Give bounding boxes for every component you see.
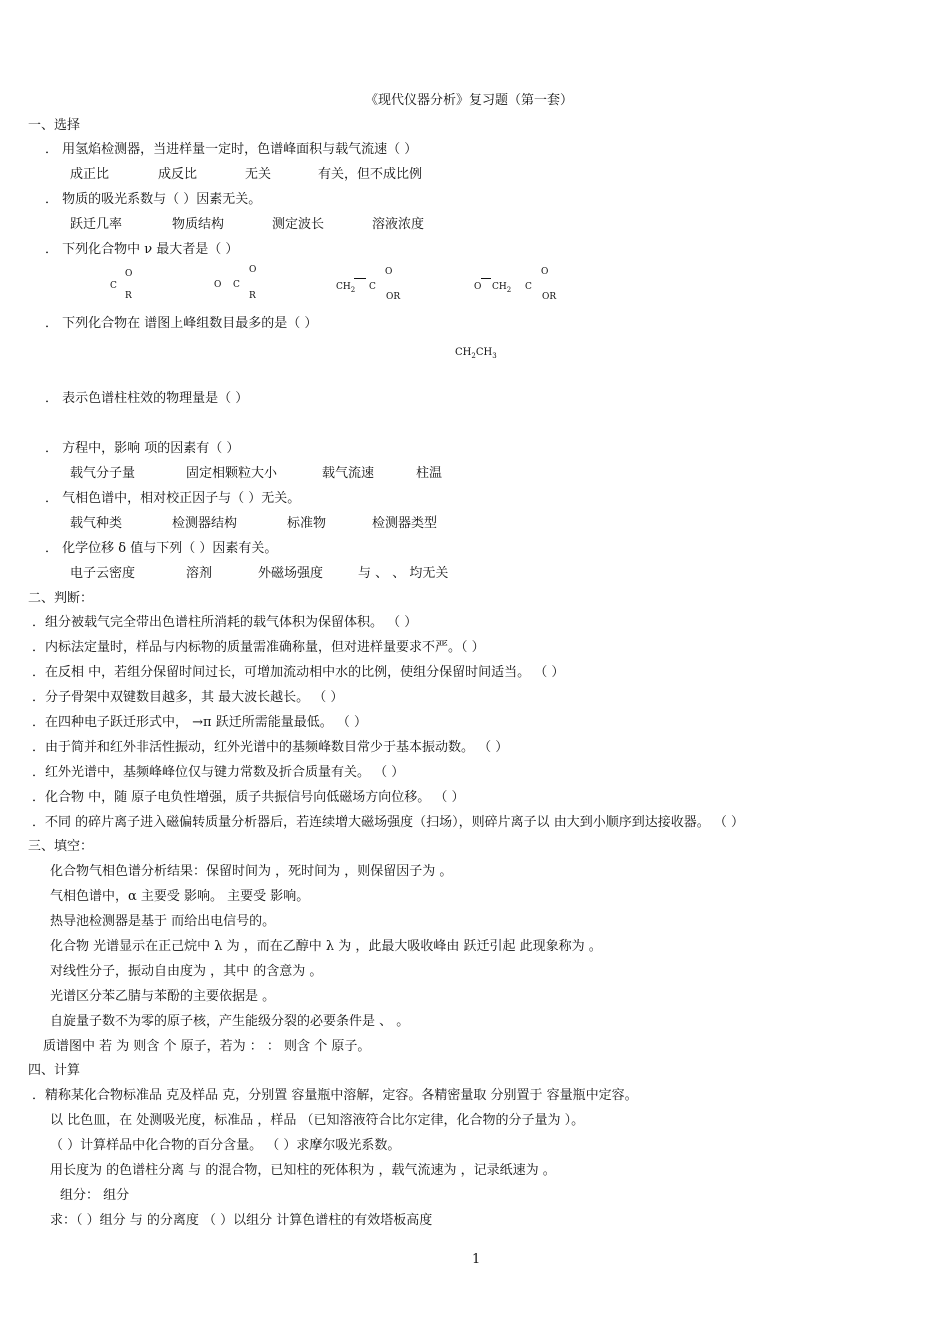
atom-label: $CH_2$	[336, 282, 356, 294]
document-title: 《现代仪器分析》复习题（第一套）	[365, 93, 574, 108]
option-a: 载气分子量	[70, 466, 136, 481]
atom-label: C	[110, 281, 117, 291]
fill-item: 自旋量子数不为零的原子核，产生能级分裂的必要条件是 、 。	[50, 1014, 410, 1029]
judge-item: ．不同 的碎片离子进入磁偏转质量分析器后，若连续增大磁场强度（扫场），则碎片离子以 由大到小顺序到达接收器。 （ ）	[32, 815, 745, 830]
judge-item: ．内标法定量时，样品与内标物的质量需准确称量，但对进样量要求不严。（ ）	[32, 640, 485, 655]
option-b: 溶剂	[186, 566, 213, 581]
atom-label: R	[249, 291, 256, 301]
atom-label: R	[125, 291, 132, 301]
bond-line	[354, 278, 366, 279]
page-number: 1	[472, 1252, 481, 1267]
option-d: 有关，但不成比例	[318, 167, 423, 182]
fill-item: 气相色谱中，α 主要受 影响。 主要受 影响。	[50, 889, 310, 904]
option-c: 测定波长	[272, 217, 325, 232]
question-stem: ． 物质的吸光系数与（ ）因素无关。	[45, 192, 262, 207]
option-a: 电子云密度	[70, 566, 136, 581]
option-d: 与 、 、 均无关	[358, 566, 449, 581]
bond-line	[481, 278, 491, 279]
question-stem: ． 气相色谱中，相对校正因子与（ ）无关。	[45, 491, 301, 506]
atom-label: C	[233, 280, 240, 290]
question-stem: ． 下列化合物在 谱图上峰组数目最多的是（ ）	[45, 316, 318, 331]
option-a: 成正比	[70, 167, 110, 182]
atom-label: $CH_2$	[492, 282, 512, 294]
atom-label: OR	[386, 292, 401, 302]
option-b: 物质结构	[172, 217, 225, 232]
calc-item: 以 比色皿，在 处测吸光度，标准品 ，样品 （已知溶液符合比尔定律，化合物的分子量为 ）。	[50, 1113, 585, 1128]
calc-item: 组分： 组分	[60, 1188, 130, 1203]
atom-label: O	[541, 267, 549, 277]
section-heading-fill: 三、填空：	[28, 839, 94, 854]
question-stem: ． 下列化合物中 ν 最大者是（ ）	[45, 242, 239, 257]
judge-item: ．红外光谱中，基频峰峰位仅与键力常数及折合质量有关。 （ ）	[32, 765, 405, 780]
section-heading-calc: 四、计算	[28, 1063, 81, 1078]
atom-label: O	[214, 280, 222, 290]
atom-label: O	[249, 265, 257, 275]
option-b: 固定相颗粒大小	[186, 466, 278, 481]
judge-item: ．在反相 中，若组分保留时间过长，可增加流动相中水的比例，使组分保留时间适当。 （ ）	[32, 665, 565, 680]
judge-item: ．化合物 中，随 原子电负性增强，质子共振信号向低磁场方向位移。 （ ）	[32, 790, 465, 805]
atom-label: O	[474, 282, 482, 292]
option-c: 外磁场强度	[258, 566, 324, 581]
fill-item: 化合物气相色谱分析结果：保留时间为 ，死时间为 ，则保留因子为 。	[50, 864, 453, 879]
fill-item: 热导池检测器是基于 而给出电信号的。	[50, 914, 276, 929]
option-b: 成反比	[158, 167, 198, 182]
judge-item: ．在四种电子跃迁形式中， →π 跃迁所需能量最低。 （ ）	[32, 715, 367, 730]
atom-label: C	[525, 282, 532, 292]
calc-item: 求：（ ）组分 与 的分离度 （ ）以组分 计算色谱柱的有效塔板高度	[50, 1213, 433, 1228]
option-d: 柱温	[416, 466, 443, 481]
section-heading-choice: 一、选择	[28, 118, 81, 133]
question-stem: ． 表示色谱柱柱效的物理量是（ ）	[45, 391, 249, 406]
fill-item: 光谱区分苯乙腈与苯酚的主要依据是 。	[50, 989, 276, 1004]
question-stem: ． 用氢焰检测器，当进样量一定时，色谱峰面积与载气流速（ ）	[45, 142, 418, 157]
calc-item: （ ）计算样品中化合物的百分含量。 （ ）求摩尔吸光系数。	[50, 1138, 401, 1153]
section-heading-judge: 二、判断：	[28, 591, 94, 606]
fill-item: 质谱图中 若 为 则含 个 原子，若为 ： ： 则含 个 原子。	[43, 1039, 371, 1054]
question-stem: ． 方程中，影响 项的因素有（ ）	[45, 441, 240, 456]
option-d: 溶液浓度	[372, 217, 425, 232]
calc-item: 用长度为 的色谱柱分离 与 的混合物，已知柱的死体积为 ，载气流速为 ，记录纸速为 。	[50, 1163, 556, 1178]
option-a: 跃迁几率	[70, 217, 123, 232]
atom-label: O	[125, 269, 133, 279]
option-b: 检测器结构	[172, 516, 238, 531]
option-c: 标准物	[287, 516, 327, 531]
fill-item: 化合物 光谱显示在正己烷中 λ 为 ，而在乙醇中 λ 为 ，此最大吸收峰由 跃迁引起 此现象称为 。	[50, 939, 602, 954]
atom-label: C	[369, 282, 376, 292]
option-c: 载气流速	[322, 466, 375, 481]
judge-item: ．由于简并和红外非活性振动，红外光谱中的基频峰数目常少于基本振动数。 （ ）	[32, 740, 509, 755]
option-c: 无关	[245, 167, 272, 182]
atom-label: OR	[542, 292, 557, 302]
option-d: 检测器类型	[372, 516, 438, 531]
calc-item: ．精称某化合物标准品 克及样品 克，分别置 容量瓶中溶解，定容。各精密量取 分别置于 容量瓶中定容。	[32, 1088, 638, 1103]
question-stem: ． 化学位移 δ 值与下列（ ）因素有关。	[45, 541, 278, 556]
judge-item: ．分子骨架中双键数目越多，其 最大波长越长。 （ ）	[32, 690, 344, 705]
option-a: 载气种类	[70, 516, 123, 531]
fill-item: 对线性分子，振动自由度为 ，其中 的含意为 。	[50, 964, 323, 979]
structure-ethyl: $CH_2CH_3$	[455, 347, 497, 360]
atom-label: O	[385, 267, 393, 277]
judge-item: ．组分被载气完全带出色谱柱所消耗的载气体积为保留体积。 （ ）	[32, 615, 418, 630]
